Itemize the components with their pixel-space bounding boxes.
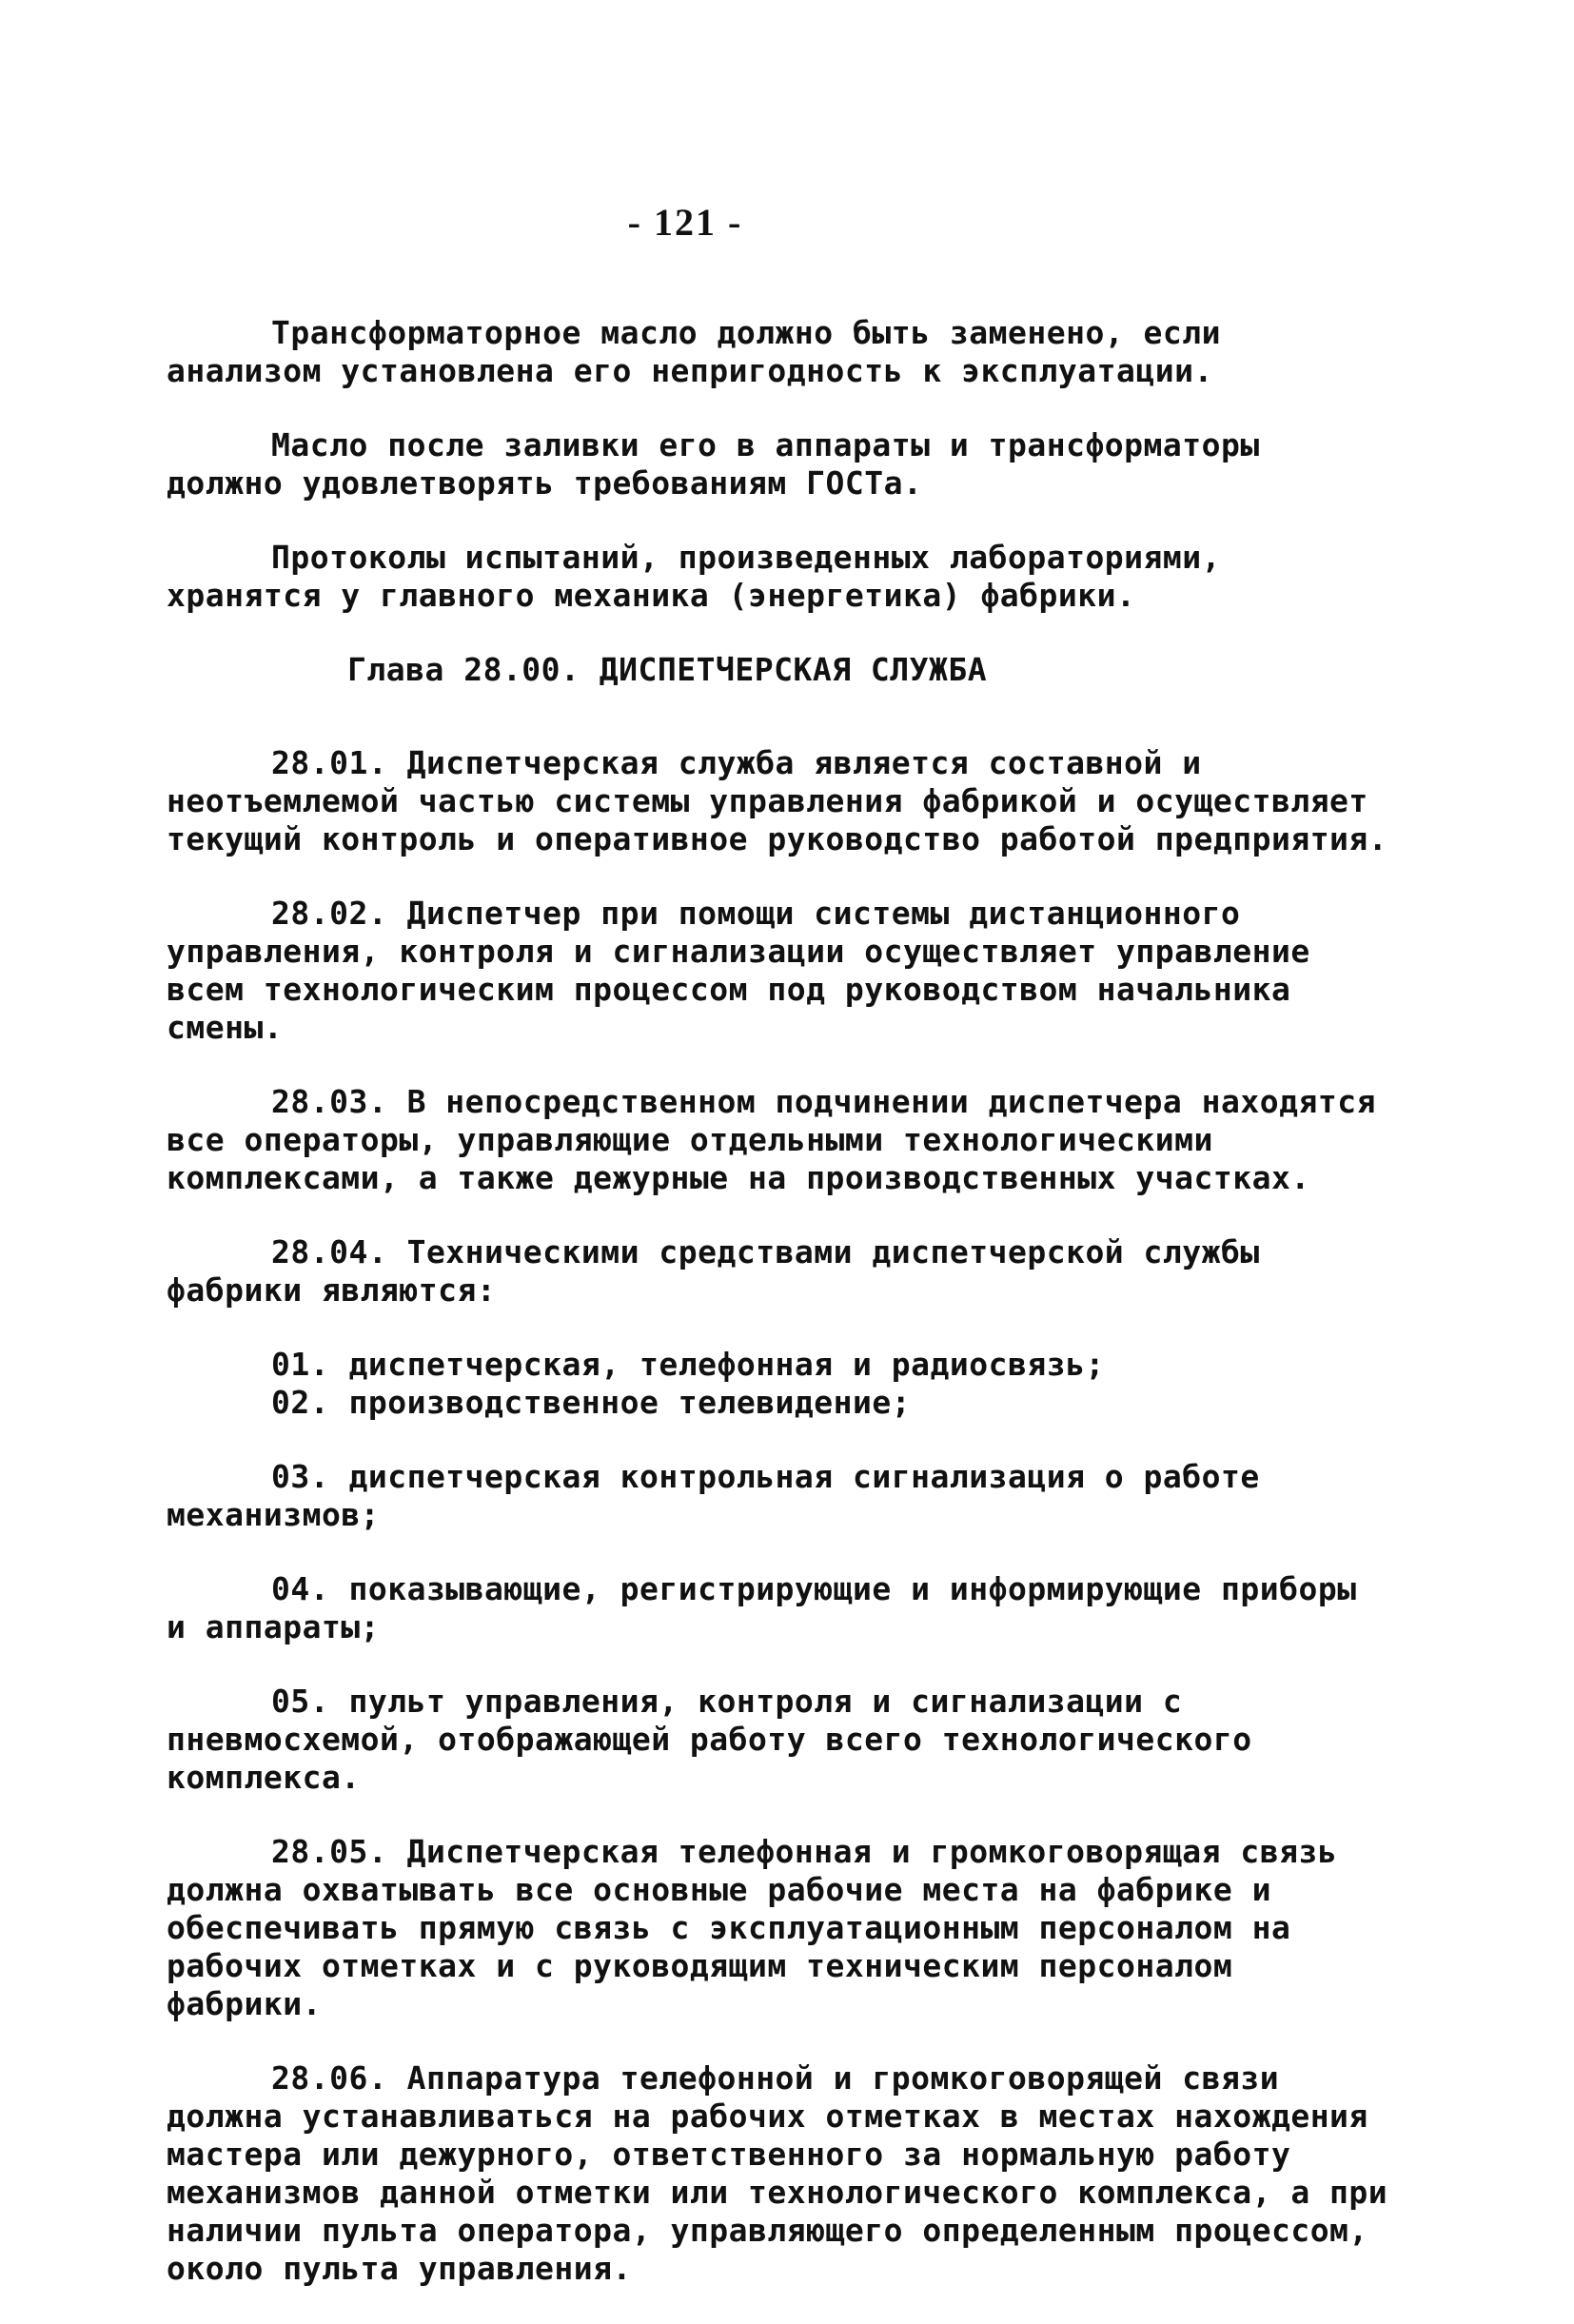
list-item: 01. диспетчерская, телефонная и радиосвязь;: [271, 1346, 1105, 1383]
list-item: 03. диспетчерская контрольная сигнализация о работе механизмов;: [167, 1458, 1260, 1533]
section-28-03: 28.03. В непосредственном подчинении диспетчера находятся все операторы, управляющие отдельными технологическими комплексами, а также дежурные на производственных участках.: [167, 1083, 1376, 1196]
section-28-04: 28.04. Техническими средствами диспетчерской службы фабрики являются:: [167, 1233, 1260, 1309]
section-28-01: 28.01. Диспетчерская служба является составной и неотъемлемой частью системы управления фабрикой и осуществляет текущий контроль и оперативное руководство работой предприятия.: [167, 744, 1388, 857]
list-item: 04. показывающие, регистрирующие и информирующие приборы и аппараты;: [167, 1570, 1357, 1645]
paragraph-test-protocols: Протоколы испытаний, произведенных лабораториями, хранятся у главного механика (энергетика) фабрики.: [167, 539, 1222, 614]
section-28-02: 28.02. Диспетчер при помощи системы дистанционного управления, контроля и сигнализации осуществляет управление всем технологическим процессом под руководством начальника смены.: [167, 895, 1310, 1046]
list-item: 05. пульт управления, контроля и сигнализации с пневмосхемой, отображающей работу всего технологического комплекса.: [167, 1683, 1252, 1796]
list-item: 02. производственное телевидение;: [271, 1384, 912, 1421]
section-28-06: 28.06. Аппаратура телефонной и громкоговорящей связи должна устанавливаться на рабочих отметках в местах нахождения мастера или дежурного, ответственного за нормальную работу механизмов данной отметки или технологического комплекса, а при наличии пульта оператора, управляющего определенным процессом, около пульта управления.: [167, 2059, 1388, 2287]
paragraph-oil-replacement: Трансформаторное масло должно быть заменено, если анализом установлена его непригодность к эксплуатации.: [167, 314, 1222, 389]
page-number: - 121 -: [627, 201, 743, 244]
section-28-05: 28.05. Диспетчерская телефонная и громкоговорящая связь должна охватывать все основные рабочие места на фабрике и обеспечивать прямую связь с эксплуатационным персоналом на рабочих отметках и с руководящим техническим персоналом фабрики.: [167, 1833, 1338, 2022]
page-body: [167, 314, 1394, 2324]
chapter-heading: Глава 28.00. ДИСПЕТЧЕРСКАЯ СЛУЖБА: [347, 651, 988, 688]
paragraph-oil-requirements: Масло после заливки его в аппараты и трансформаторы должно удовлетворять требованиям ГОСТа.: [167, 426, 1260, 502]
